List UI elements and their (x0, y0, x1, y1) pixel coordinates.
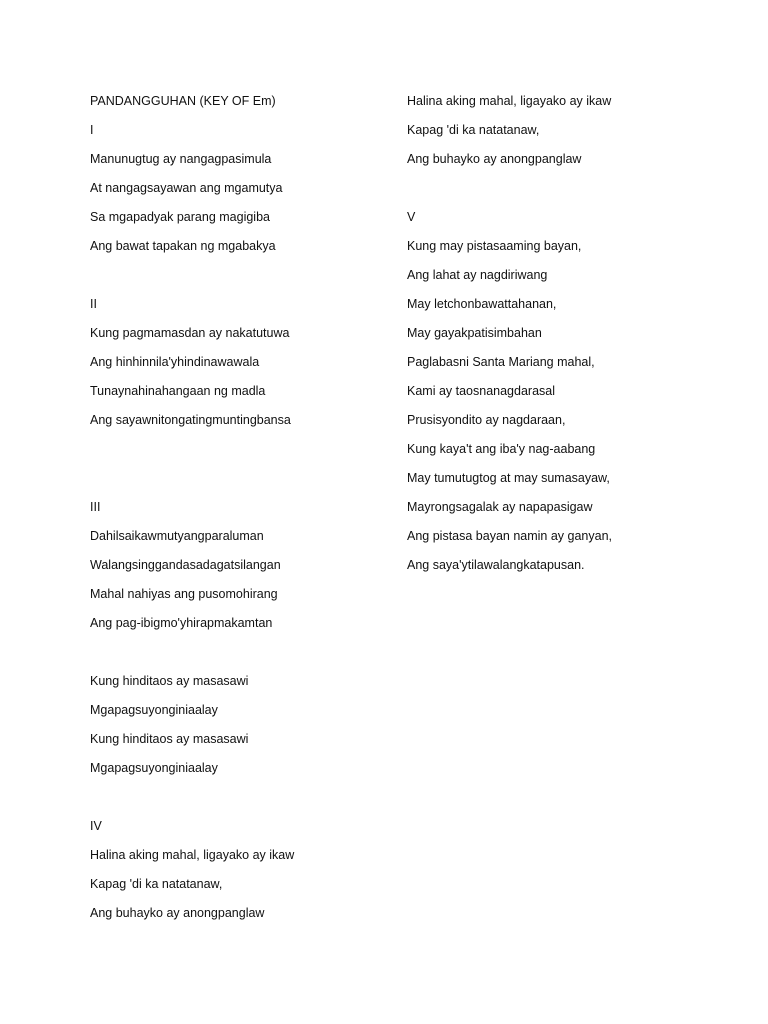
lyric-line: Mgapagsuyonginiaalay (90, 703, 218, 717)
lyric-line: At nangagsayawan ang mgamutya (90, 181, 283, 195)
blank-line (90, 438, 380, 467)
lyric-line: May gayakpatisimbahan (407, 326, 542, 340)
lyric-line: May letchonbawattahanan, (407, 297, 557, 311)
lyric-line: Ang sayawnitongatingmuntingbansa (90, 413, 291, 427)
lyric-line: Mgapagsuyonginiaalay (90, 761, 218, 775)
blank-line (407, 177, 737, 206)
lyric-line: Kung may pistasaaming bayan, (407, 239, 582, 253)
verse-number: III (90, 500, 101, 514)
blank-line (90, 264, 380, 293)
lyric-line: Kung kaya't ang iba'y nag-aabang (407, 442, 596, 456)
lyric-line: Paglabasni Santa Mariang mahal, (407, 355, 595, 369)
verse-number: V (407, 210, 416, 224)
lyric-line: Prusisyondito ay nagdaraan, (407, 413, 566, 427)
lyric-line: Ang pag-ibigmo'yhirapmakamtan (90, 616, 273, 630)
lyric-line: Ang buhayko ay anongpanglaw (407, 152, 582, 166)
lyric-line: Kung hinditaos ay masasawi (90, 732, 249, 746)
lyric-line: Walangsinggandasadagatsilangan (90, 558, 281, 572)
blank-line (90, 641, 380, 670)
lyric-line: Tunaynahinahangaan ng madla (90, 384, 266, 398)
verse-number: I (90, 123, 94, 137)
lyric-line: Manunugtug ay nangagpasimula (90, 152, 272, 166)
lyric-line: Halina aking mahal, ligayako ay ikaw (407, 94, 612, 108)
verse-number: IV (90, 819, 102, 833)
lyric-line: Kung hinditaos ay masasawi (90, 674, 249, 688)
verse-number: II (90, 297, 97, 311)
lyrics-left-column (90, 90, 380, 931)
lyric-line: Dahilsaikawmutyangparaluman (90, 529, 264, 543)
lyric-line: Ang lahat ay nagdiriwang (407, 268, 548, 282)
lyric-line: Ang saya'ytilawalangkatapusan. (407, 558, 585, 572)
lyric-line: Kung pagmamasdan ay nakatutuwa (90, 326, 290, 340)
lyric-line: Ang buhayko ay anongpanglaw (90, 906, 265, 920)
lyric-line: Kapag 'di ka natatanaw, (407, 123, 540, 137)
lyric-line: Mayrongsagalak ay napapasigaw (407, 500, 593, 514)
lyric-line: Halina aking mahal, ligayako ay ikaw (90, 848, 295, 862)
lyric-line: Sa mgapadyak parang magigiba (90, 210, 270, 224)
lyric-line: Ang bawat tapakan ng mgabakya (90, 239, 276, 253)
lyric-line: Kapag 'di ka natatanaw, (90, 877, 223, 891)
lyric-line: Ang pistasa bayan namin ay ganyan, (407, 529, 612, 543)
lyric-line: Mahal nahiyas ang pusomohirang (90, 587, 278, 601)
song-title: PANDANGGUHAN (KEY OF Em) (90, 94, 276, 108)
lyric-line: Kami ay taosnanagdarasal (407, 384, 556, 398)
lyric-line: May tumutugtog at may sumasayaw, (407, 471, 610, 485)
blank-line (90, 786, 380, 815)
blank-line (90, 467, 380, 496)
lyrics-right-column (407, 90, 737, 583)
lyric-line: Ang hinhinnila'yhindinawawala (90, 355, 260, 369)
